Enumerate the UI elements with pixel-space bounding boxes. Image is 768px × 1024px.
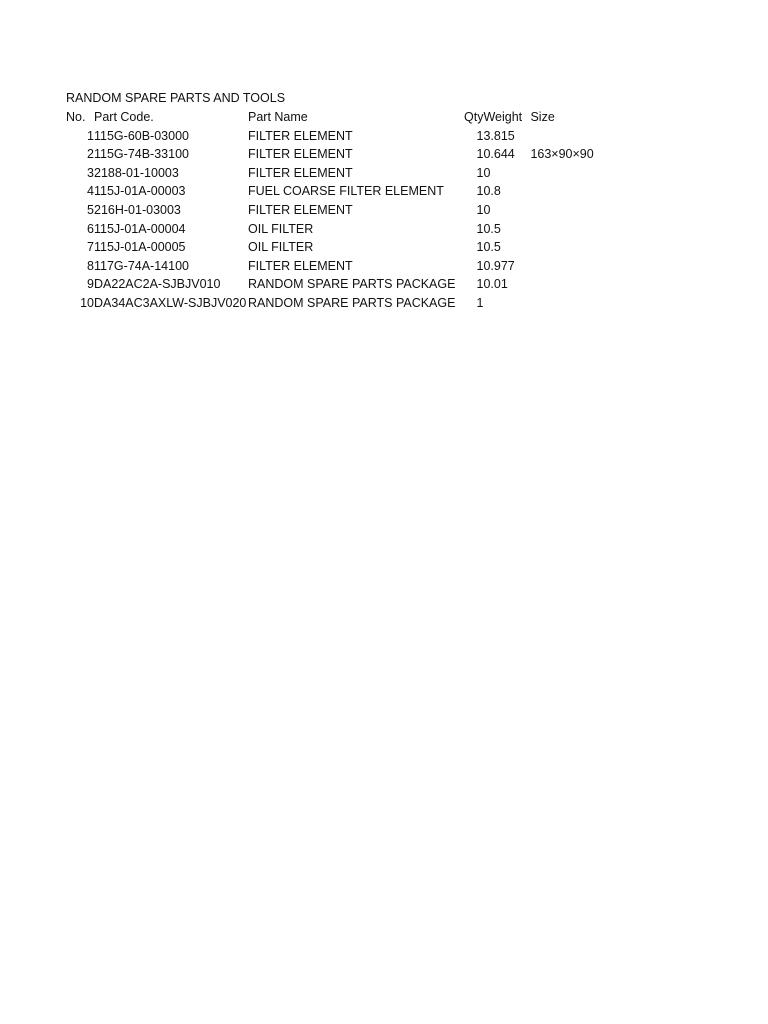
row-part-code: DA34AC3AXLW-SJBJV020	[94, 295, 247, 310]
row-part-name: FILTER ELEMENT	[248, 258, 353, 273]
row-weight	[483, 294, 530, 313]
row-part-name: FILTER ELEMENT	[248, 128, 353, 143]
row-size	[530, 164, 610, 183]
row-part-code: 115G-74B-33100	[94, 147, 189, 162]
table-row	[66, 238, 610, 257]
parts-table	[66, 108, 610, 313]
row-qty: 1	[476, 147, 484, 162]
sheet-title: RANDOM SPARE PARTS AND TOOLS	[66, 91, 286, 105]
table-row	[66, 145, 610, 164]
row-weight: 0.977	[483, 258, 515, 273]
row-weight: 3.815	[483, 128, 515, 143]
row-size: 163×90×90	[530, 147, 594, 162]
row-size	[530, 257, 610, 276]
row-part-code: 2188-01-10003	[94, 165, 179, 180]
header-size: Size	[530, 110, 555, 124]
row-weight: 0.01	[483, 277, 508, 292]
row-size	[530, 275, 610, 294]
row-no: 3	[87, 165, 94, 180]
row-size	[530, 220, 610, 239]
row-qty: 1	[476, 240, 484, 255]
row-part-code: 115J-01A-00005	[94, 240, 186, 255]
table-row	[66, 257, 610, 276]
table-row	[66, 201, 610, 220]
row-part-name: FUEL COARSE FILTER ELEMENT	[248, 184, 444, 199]
row-weight: 0.5	[483, 221, 501, 236]
row-part-name: OIL FILTER	[248, 221, 314, 236]
row-part-code: 115J-01A-00003	[94, 184, 186, 199]
row-weight: 0.5	[483, 240, 501, 255]
row-size	[530, 294, 610, 313]
row-no: 9	[87, 277, 94, 292]
row-weight: 0.8	[483, 184, 501, 199]
spare-parts-sheet	[66, 89, 610, 313]
row-size	[530, 238, 610, 257]
row-no: 2	[87, 147, 94, 162]
row-qty: 1	[476, 165, 484, 180]
row-qty: 1	[476, 295, 484, 310]
row-weight: 0	[483, 165, 491, 180]
row-part-name: OIL FILTER	[248, 240, 314, 255]
row-no: 10	[80, 295, 94, 310]
header-part-name: Part Name	[248, 110, 308, 124]
row-weight: 0	[483, 202, 491, 217]
row-qty: 1	[476, 184, 484, 199]
table-row	[66, 164, 610, 183]
row-no: 6	[87, 221, 94, 236]
header-part-code: Part Code.	[94, 110, 154, 124]
table-row	[66, 127, 610, 146]
row-part-name: FILTER ELEMENT	[248, 165, 353, 180]
table-row	[66, 220, 610, 239]
row-part-code: DA22AC2A-SJBJV010	[94, 277, 221, 292]
row-part-name: FILTER ELEMENT	[248, 147, 353, 162]
row-size	[530, 201, 610, 220]
row-qty: 1	[476, 221, 484, 236]
row-part-name: FILTER ELEMENT	[248, 202, 353, 217]
header-row	[66, 108, 610, 127]
row-no: 8	[87, 258, 94, 273]
row-no: 5	[87, 202, 94, 217]
row-part-code: 117G-74A-14100	[94, 258, 189, 273]
row-no: 1	[87, 128, 94, 143]
row-qty: 1	[476, 277, 484, 292]
table-row	[66, 294, 610, 313]
row-part-code: 216H-01-03003	[94, 202, 181, 217]
row-qty: 1	[476, 202, 484, 217]
row-part-name: RANDOM SPARE PARTS PACKAGE	[248, 295, 456, 310]
header-weight: Weight	[483, 110, 523, 124]
header-no: No.	[66, 110, 86, 124]
row-size	[530, 127, 610, 146]
row-weight: 0.644	[483, 147, 515, 162]
row-no: 7	[87, 240, 94, 255]
header-qty: Qty	[464, 110, 484, 124]
row-part-code: 115J-01A-00004	[94, 221, 186, 236]
row-part-name: RANDOM SPARE PARTS PACKAGE	[248, 277, 456, 292]
table-row	[66, 275, 610, 294]
row-size	[530, 182, 610, 201]
table-row	[66, 182, 610, 201]
row-qty: 1	[476, 258, 484, 273]
row-no: 4	[87, 184, 94, 199]
row-part-code: 115G-60B-03000	[94, 128, 189, 143]
row-qty: 1	[476, 128, 484, 143]
